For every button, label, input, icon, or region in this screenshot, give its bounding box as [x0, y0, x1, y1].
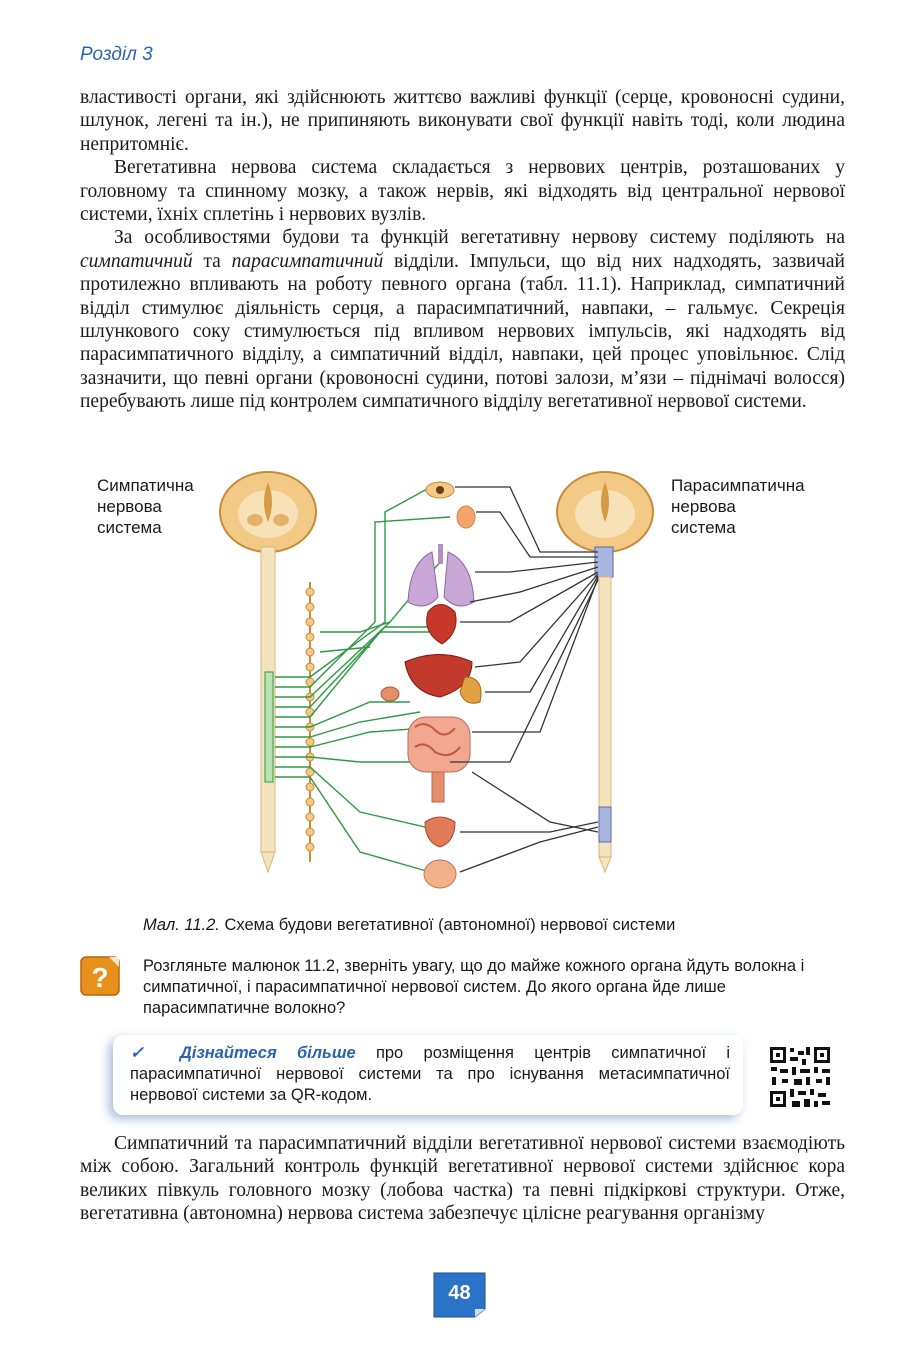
body-text-bottom: [80, 1132, 845, 1226]
nervous-system-diagram: [210, 462, 670, 902]
brain-left-icon: [220, 472, 316, 552]
gland-icon: [457, 506, 475, 528]
spinal-cord-left: [261, 547, 275, 872]
lungs-icon: [408, 544, 474, 606]
liver-stomach-icon: [381, 655, 481, 704]
heart-icon: [427, 605, 456, 645]
spinal-cord-right: [599, 577, 611, 872]
paragraph: Симпатичний та парасимпатичний відділи вегетативної нервової системи взаємодіють між собою. Загальний контроль функцій вегетативної нервової системи здійснює кора великих півкуль головного мозку (лобова частка) та певні підкіркові структури. Отже, вегетативна (автономна) нервова система забезпечує цілісне реагування організму: [80, 1133, 845, 1225]
figure-caption: [143, 916, 675, 935]
page-number: 48: [448, 1282, 471, 1304]
bladder-icon: [425, 817, 455, 847]
text-run: відділи. Імпульси, що від них надходять, зазвичай протилежно впливають на роботу певного органа (табл. 11.1). Наприклад, симпатичний відділ стимулює діяльність серця, а парасимпатичний, навпаки, – гальмує. Секреція шлункового соку стимулюється під впливом нервових імпульсів, які надходять від парасимпатичного відділу, а симпатичний відділ, навпаки, цей процес уповільнює. Слід зазначити, що певні органи (кровоносні судини, потові залози, м’язи – піднімачі волосся) перебувають лише під контролем симпатичного відділу вегетативної нервової системи.: [80, 250, 845, 413]
text-run: За особливостями будови та функцій вегетативну нервову систему поділяють на: [114, 227, 845, 249]
svg-text:?: ?: [91, 962, 109, 993]
qr-code-icon[interactable]: [768, 1045, 832, 1109]
brain-right-icon: [557, 472, 653, 577]
paragraph: властивості органи, які здійснюють життєво важливі функції (серце, кровоносні судини, шлунок, легені та ін.), не припиняють виконувати свої функції навіть тоді, коли людина непритомніє.: [80, 87, 845, 155]
info-box-text: [130, 1043, 730, 1106]
question-text: Розгляньте малюнок 11.2, зверніть увагу, що до майже кожного органа йдуть волокна і симпатичної, і парасимпатичної нервової систем. До якого органа йде лише парасимпатичне волокно?: [143, 957, 805, 1017]
section-header: Розділ 3: [80, 44, 153, 65]
check-icon: ✓: [130, 1044, 160, 1062]
caption-text: Схема будови вегетативної (автономної) нервової системи: [219, 916, 676, 934]
label-parasympathetic: Парасимпатична нервова система: [671, 476, 805, 537]
info-text: про розміщення центрів симпатичної і парасимпатичної нервової системи та про існування метасимпатичної нервової системи за QR-кодом.: [130, 1044, 730, 1104]
intestines-icon: [408, 717, 470, 802]
term-sympathetic: симпатичний: [80, 250, 193, 272]
info-lead: Дізнайтеся більше: [179, 1044, 356, 1062]
caption-number: Мал. 11.2.: [143, 916, 220, 934]
page-number-badge: [432, 1271, 487, 1319]
text-run: та: [192, 250, 232, 272]
question-mark-icon: [79, 955, 121, 997]
body-text-top: [80, 86, 845, 414]
paragraph: Вегетативна нервова система складається з нервових центрів, розташованих у головному та спинному мозку, а також нервів, які відходять від центральної нервової системи, їхніх сплетінь і нервових вузлів.: [80, 157, 845, 226]
label-sympathetic: Симпатична нервова система: [97, 476, 194, 537]
paragraph: [80, 226, 845, 413]
eye-icon: [426, 482, 454, 498]
term-parasympathetic: парасимпатичний: [231, 250, 384, 272]
genitals-icon: [424, 860, 456, 888]
